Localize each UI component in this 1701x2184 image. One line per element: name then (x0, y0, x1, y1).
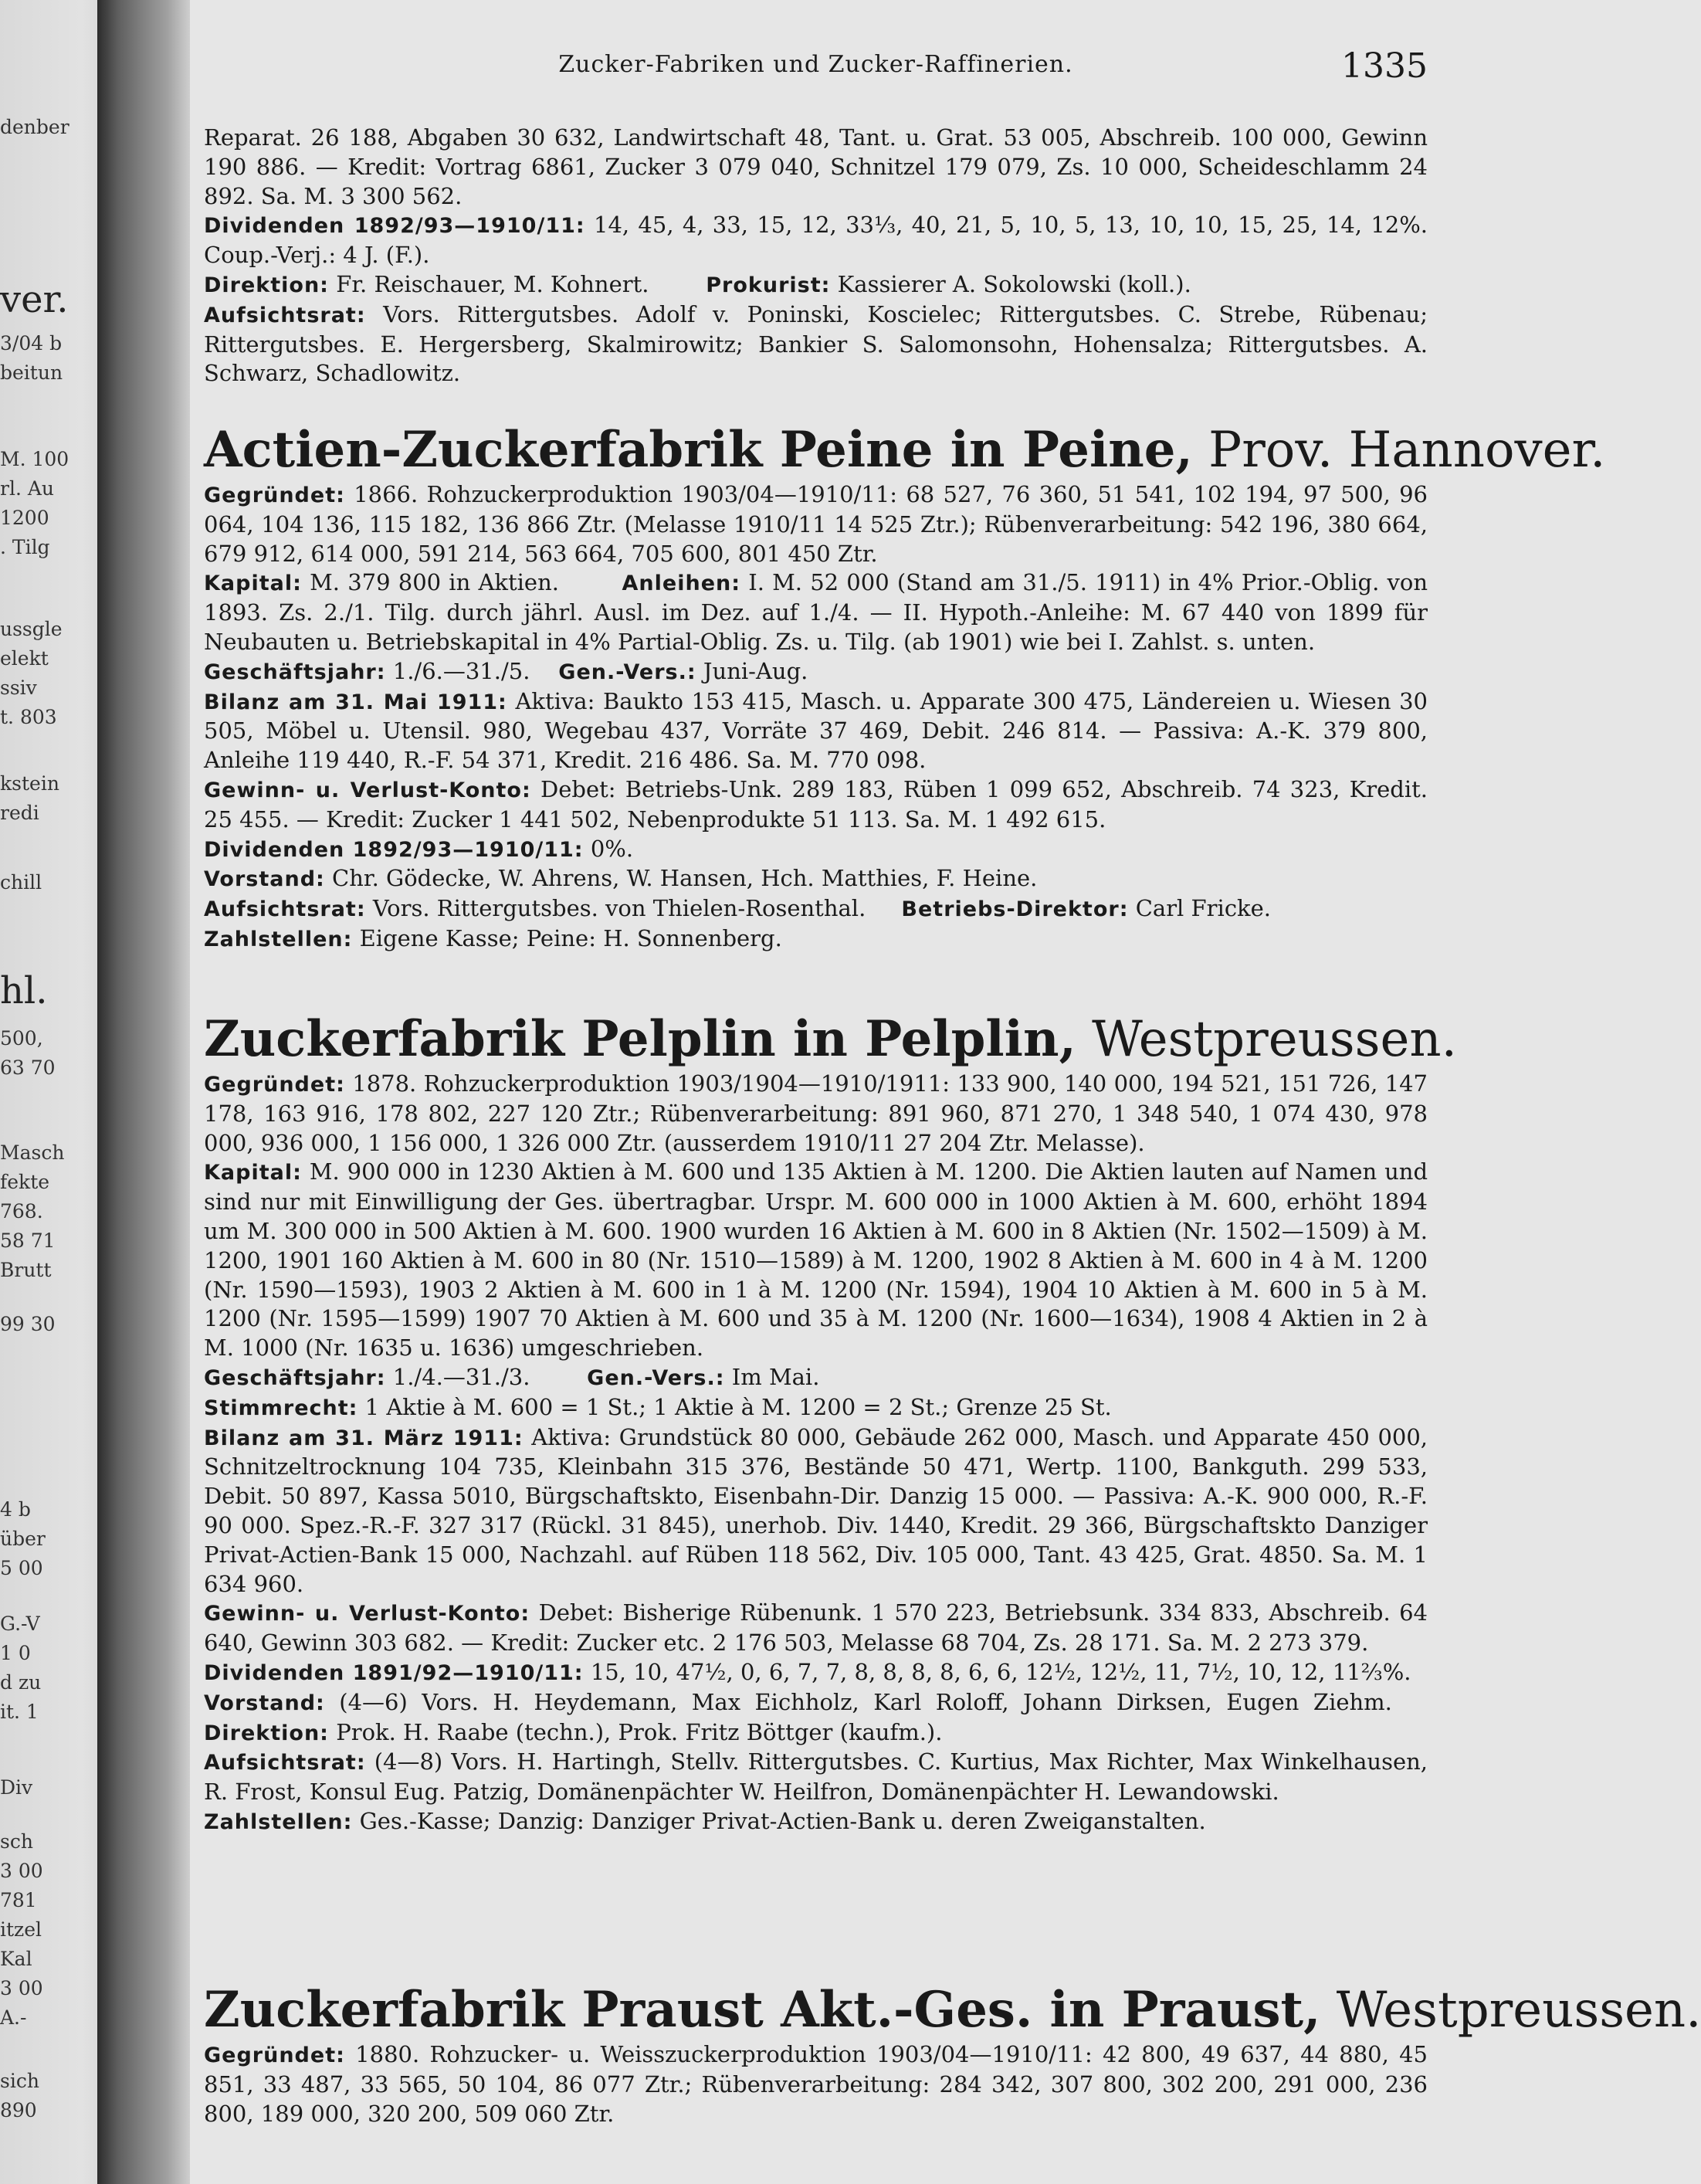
left-fragment: ssiv (0, 677, 37, 699)
left-fragment: 99 30 (0, 1313, 56, 1335)
field-value: Ges.-Kasse; Danzig: Danziger Privat-Actien-Bank u. deren Zweiganstalten. (359, 1807, 1206, 1834)
field-value: Vors. Rittergutsbes. Adolf v. Poninski, Koscielec; Rittergutsbes. C. Strebe, Rübenau; Rittergutsbes. E. Hergersberg, Skalmirowitz; Bankier S. Salomonsohn, Hohensalza; Rittergutsbes. A. Schwarz, Schadlowitz. (204, 300, 1428, 387)
left-fragment: 768. (0, 1200, 43, 1223)
field-value: 1./6.—31./5. (392, 657, 530, 684)
field-value: 0%. (590, 835, 634, 862)
company-location: Westpreussen. (1076, 1011, 1457, 1068)
field-label: Kapital: (204, 571, 302, 596)
field-label: Direktion: (204, 1721, 329, 1745)
field-value: 1./4.—31./3. (392, 1363, 530, 1390)
page-content (204, 0, 1701, 2184)
field-value: Aktiva: Baukto 153 415, Masch. u. Apparate 300 475, Ländereien u. Wiesen 30 505, Möbel u. Utensil. 980, Wegebau 437, Vorräte 37 469, Debit. 246 814. — Passiva: A.-K. 379 800, Anleihe 119 440, R.-F. 54 371, Kredit. 216 486. Sa. M. 770 098. (204, 687, 1428, 774)
left-fragment: redi (0, 802, 39, 824)
field-value: I. M. 52 000 (Stand am 31./5. 1911) in 4% Prior.-Oblig. von 1893. Zs. 2./1. Tilg. durch jährl. Ausl. im Dez. auf 1./4. — II. Hypoth.-Anleihe: M. 67 440 von 1899 für Neubauten u. Betriebskapital in 4% Partial-Oblig. Zs. u. Tilg. (ab 1901) wie bei I. Zahlst. s. unten. (204, 569, 1428, 655)
field-value: Debet: Bisherige Rübenunk. 1 570 223, Betriebsunk. 334 833, Abschreib. 64 640, Gewinn 303 682. — Kredit: Zucker etc. 2 176 503, Melasse 68 704, Zs. 28 171. Sa. M. 2 273 379. (204, 1599, 1428, 1657)
entry-previous-continuation (204, 124, 1428, 388)
left-fragment: 781 (0, 1889, 37, 1911)
field-label: Vorstand: (204, 867, 325, 892)
company-title-pelplin (204, 1010, 1457, 1068)
left-fragment: 63 70 (0, 1056, 56, 1079)
company-name: Zuckerfabrik Praust Akt.-Ges. in Praust, (204, 1981, 1321, 2039)
company-name: Zuckerfabrik Pelplin in Pelplin, (204, 1010, 1076, 1068)
company-location: Westpreussen. (1320, 1982, 1701, 2039)
entry-praust (204, 2040, 1428, 2128)
field-label: Gegründet: (204, 483, 345, 507)
book-gutter-shadow (97, 0, 190, 2184)
field-label: Gegründet: (204, 2043, 345, 2067)
field-label: Gewinn- u. Verlust-Konto: (204, 778, 531, 802)
entry-pelplin (204, 1070, 1428, 1837)
left-fragment: Kal (0, 1948, 32, 1970)
left-fragment: 3 00 (0, 1860, 43, 1882)
left-fragment: 1 0 (0, 1642, 31, 1664)
left-fragment: Masch (0, 1141, 65, 1164)
left-fragment: fekte (0, 1171, 50, 1193)
left-fragment: chill (0, 871, 42, 894)
left-fragment: 1200 (0, 507, 49, 529)
field-label: Bilanz am 31. März 1911: (204, 1426, 524, 1450)
left-fragment: hl. (0, 969, 48, 1012)
field-label: Aufsichtsrat: (204, 303, 366, 327)
field-label: Geschäftsjahr: (204, 660, 386, 684)
left-fragment: elekt (0, 647, 49, 670)
field-value: (4—6) Vors. H. Heydemann, Max Eichholz, Karl Roloff, Johann Dirksen, Eugen Ziehm. (339, 1688, 1392, 1715)
left-fragment: sich (0, 2070, 39, 2092)
field-label: Gewinn- u. Verlust-Konto: (204, 1602, 530, 1626)
field-label: Gen.-Vers.: (587, 1365, 725, 1390)
field-label: Geschäftsjahr: (204, 1365, 386, 1390)
field-value: M. 900 000 in 1230 Aktien à M. 600 und 135 Aktien à M. 1200. Die Aktien lauten auf Namen und sind nur mit Einwilligung der Ges. übertragbar. Urspr. M. 600 000 in 1000 Aktien à M. 600, erhöht 1894 um M. 300 000 in 500 Aktien à M. 600. 1900 wurden 16 Aktien à M. 600 in 8 Aktien (Nr. 1502—1509) à M. 1200, 1901 160 Aktien à M. 600 in 80 (Nr. 1510—1589) à M. 1200, 1902 8 Aktien à M. 600 in 4 à M. 1200 (Nr. 1590—1593), 1903 2 Aktien à M. 600 in 1 à M. 1200 (Nr. 1594), 1904 10 Aktien à M. 600 in 5 à M. 1200 (Nr. 1595—1599) 1907 70 Aktien à M. 600 und 35 à M. 1200 (Nr. 1600—1634), 1908 4 Aktien in 2 à M. 1000 (Nr. 1635 u. 1636) umgeschrieben. (204, 1158, 1428, 1362)
field-value: 1 Aktie à M. 600 = 1 St.; 1 Aktie à M. 1200 = 2 St.; Grenze 25 St. (364, 1393, 1112, 1420)
left-fragment: kstein (0, 772, 59, 795)
field-label: Dividenden 1891/92—1910/11: (204, 1660, 584, 1685)
left-fragment: 3 00 (0, 1977, 43, 1999)
field-label: Zahlstellen: (204, 927, 353, 951)
field-label: Gegründet: (204, 1073, 345, 1097)
left-fragment: 58 71 (0, 1229, 56, 1252)
field-value: 15, 10, 47½, 0, 6, 7, 7, 8, 8, 8, 8, 6, 6, 12½, 12½, 11, 7½, 10, 12, 11⅔%. (590, 1658, 1411, 1685)
left-fragment: itzel (0, 1918, 42, 1941)
page-header (204, 46, 1428, 93)
field-value: 14, 45, 4, 33, 15, 12, 33⅓, 40, 21, 5, 10, 5, 13, 10, 10, 15, 25, 14, 12%. Coup.-Verj.: 4 J. (F.). (204, 212, 1428, 269)
field-label: Aufsichtsrat: (204, 897, 366, 922)
left-fragment: 890 (0, 2099, 37, 2121)
field-value: Debet: Betriebs-Unk. 289 183, Rüben 1 099 652, Abschreib. 74 323, Kredit. 25 455. — Kredit: Zucker 1 441 502, Nebenprodukte 51 113. Sa. M. 1 492 615. (204, 775, 1428, 833)
company-title-peine (204, 421, 1606, 479)
field-label: Vorstand: (204, 1691, 325, 1715)
left-fragment: Brutt (0, 1259, 52, 1281)
field-value: 1878. Rohzuckerproduktion 1903/1904—1910/1911: 133 900, 140 000, 194 521, 151 726, 147 178, 163 916, 178 802, 227 120 Ztr.; Rübenverarbeitung: 891 960, 871 270, 1 348 540, 1 074 430, 978 000, 936 000, 1 156 000, 1 326 000 Ztr. (ausserdem 1910/11 27 204 Ztr. Melasse). (204, 1070, 1428, 1156)
running-title: Zucker-Fabriken und Zucker-Raffinerien. (558, 51, 1073, 78)
left-fragment: G.-V (0, 1613, 40, 1635)
left-fragment: beitun (0, 361, 63, 384)
field-value: Aktiva: Grundstück 80 000, Gebäude 262 000, Masch. und Apparate 450 000, Schnitzeltrocknung 104 735, Kleinbahn 315 376, Bestände 50 471, Wertp. 1100, Bankguth. 299 533, Debit. 50 897, Kassa 5010, Bürgschaftskto, Eisenbahn-Dir. Danzig 15 000. — Passiva: A.-K. 900 000, R.-F. 90 000. Spez.-R.-F. 327 317 (Rückl. 31 845), unerhob. Div. 1440, Kredit. 29 366, Bürgschaftskto Danziger Privat-Actien-Bank 15 000, Nachzahl. auf Rüben 118 562, Div. 105 000, Tant. 43 425, Grat. 4850. Sa. M. 1 634 960. (204, 1423, 1428, 1597)
left-fragment: rl. Au (0, 477, 54, 500)
left-fragment: ver. (0, 278, 69, 321)
left-fragment: denber (0, 116, 69, 138)
company-name: Actien-Zuckerfabrik Peine in Peine, (204, 421, 1193, 479)
company-title-praust (204, 1981, 1701, 2039)
field-value: Chr. Gödecke, W. Ahrens, W. Hansen, Hch. Matthies, F. Heine. (332, 865, 1038, 892)
field-value: (4—8) Vors. H. Hartingh, Stellv. Rittergutsbes. C. Kurtius, Max Richter, Max Winkelhausen, R. Frost, Konsul Eug. Patzig, Domänenpächter W. Heilfron, Domänenpächter H. Lewandowski. (204, 1748, 1428, 1806)
field-label: Dividenden 1892/93—1910/11: (204, 837, 584, 862)
entry-text: Reparat. 26 188, Abgaben 30 632, Landwirtschaft 48, Tant. u. Grat. 53 005, Abschreib. 100 000, Gewinn 190 886. — Kredit: Vortrag 6861, Zucker 3 079 040, Schnitzel 179 079, Zs. 10 000, Scheideschlamm 24 892. Sa. M. 3 300 562. (204, 124, 1428, 209)
field-value: 1866. Rohzuckerproduktion 1903/04—1910/11: 68 527, 76 360, 51 541, 102 194, 97 500, 96 064, 104 136, 115 182, 136 866 Ztr. (Melasse 1910/11 14 525 Ztr.); Rübenverarbeitung: 542 196, 380 664, 679 912, 614 000, 591 214, 563 664, 705 600, 801 450 Ztr. (204, 481, 1428, 567)
left-fragment: über (0, 1528, 46, 1550)
field-value: Im Mai. (731, 1363, 820, 1390)
field-value: Fr. Reischauer, M. Kohnert. (336, 270, 649, 297)
left-fragment: Div (0, 1776, 33, 1799)
field-value: 1880. Rohzucker- u. Weisszuckerproduktion 1903/04—1910/11: 42 800, 49 637, 44 880, 45 851, 33 487, 33 565, 50 104, 86 077 Ztr.; Rübenverarbeitung: 284 342, 307 800, 302 200, 291 000, 236 800, 189 000, 320 200, 509 060 Ztr. (204, 2041, 1428, 2127)
left-fragment: 5 00 (0, 1557, 43, 1579)
field-label: Aufsichtsrat: (204, 1751, 366, 1775)
field-value: Kassierer A. Sokolowski (koll.). (837, 270, 1191, 297)
entry-peine (204, 480, 1428, 955)
left-fragment: 500, (0, 1027, 43, 1050)
field-label: Bilanz am 31. Mai 1911: (204, 690, 507, 714)
field-label: Kapital: (204, 1161, 302, 1185)
left-fragment: it. 1 (0, 1701, 39, 1723)
left-fragment: d zu (0, 1671, 42, 1694)
field-label: Prokurist: (706, 273, 831, 297)
field-value: Eigene Kasse; Peine: H. Sonnenberg. (359, 924, 782, 951)
left-fragment: sch (0, 1830, 33, 1853)
field-value: Juni-Aug. (703, 657, 808, 684)
field-label: Anleihen: (622, 571, 741, 596)
left-fragment: A.- (0, 2006, 27, 2029)
left-fragment: M. 100 (0, 448, 69, 470)
left-fragment: 3/04 b (0, 332, 63, 354)
left-fragment: 4 b (0, 1498, 31, 1521)
field-label: Betriebs-Direktor: (901, 897, 1129, 922)
left-fragment: t. 803 (0, 706, 57, 728)
field-label: Direktion: (204, 273, 329, 297)
field-value: Vors. Rittergutsbes. von Thielen-Rosenthal. (372, 895, 866, 922)
field-label: Zahlstellen: (204, 1809, 353, 1834)
page-number: 1335 (1341, 46, 1428, 86)
left-fragment: . Tilg (0, 536, 50, 558)
field-value: Carl Fricke. (1135, 895, 1272, 922)
company-location: Prov. Hannover. (1192, 422, 1606, 479)
field-value: M. 379 800 in Aktien. (310, 569, 559, 596)
field-value: Prok. H. Raabe (techn.), Prok. Fritz Böttger (kaufm.). (336, 1718, 943, 1745)
field-label: Dividenden 1892/93—1910/11: (204, 214, 585, 239)
field-label: Stimmrecht: (204, 1396, 358, 1420)
left-fragment: ussgle (0, 618, 63, 640)
field-label: Gen.-Vers.: (558, 660, 696, 684)
